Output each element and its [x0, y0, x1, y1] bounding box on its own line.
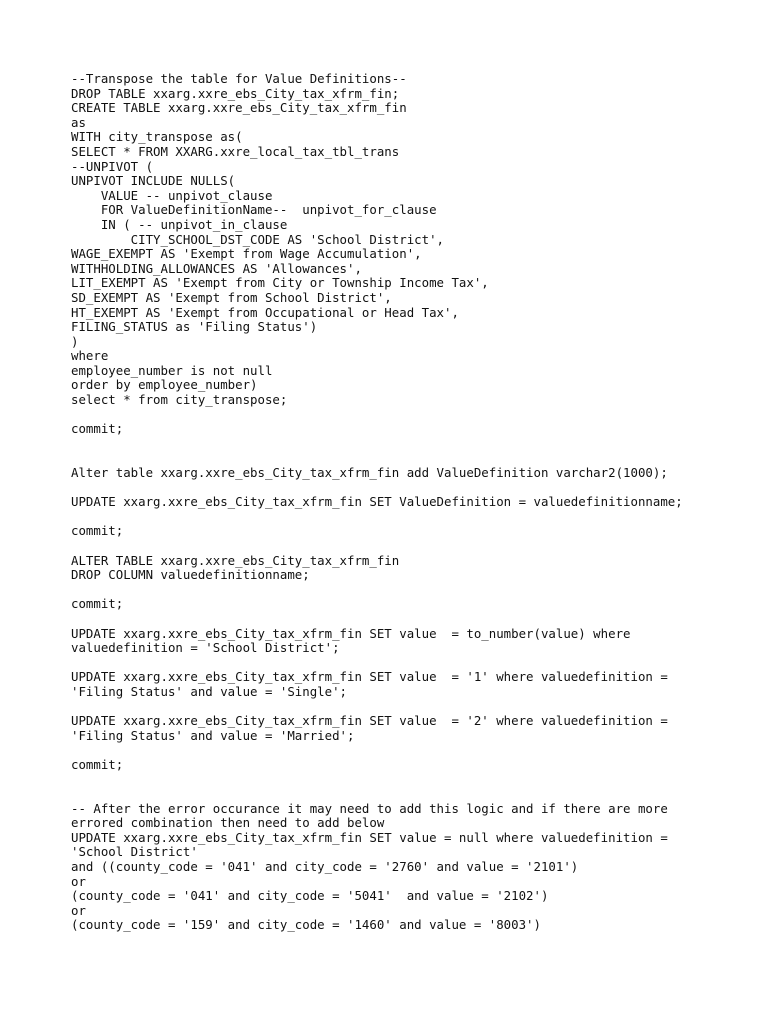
code-line	[71, 612, 728, 627]
code-line: 'Filing Status' and value = 'Married';	[71, 727, 355, 743]
code-line: SD_EXEMPT AS 'Exempt from School District',	[71, 289, 392, 305]
code-line	[71, 773, 728, 788]
code-line: commit;	[71, 523, 124, 539]
code-line: (county_code = '159' and city_code = '1460' and value = '8003')	[71, 917, 541, 933]
code-line: WITH city_transpose as(	[71, 129, 243, 145]
code-line: employee_number is not null	[71, 362, 273, 378]
code-line	[71, 539, 728, 554]
code-line: 'School District'	[71, 844, 198, 860]
code-line: LIT_EXEMPT AS 'Exempt from City or Township Income Tax',	[71, 275, 489, 291]
code-line: commit;	[71, 421, 124, 437]
code-line: DROP COLUMN valuedefinitionname;	[71, 567, 310, 583]
code-line: )	[71, 333, 79, 349]
code-line: IN ( -- unpivot_in_clause	[71, 216, 288, 232]
code-line	[71, 481, 728, 496]
code-line: and ((county_code = '041' and city_code = '2760' and value = '2101')	[71, 859, 579, 875]
code-line: UNPIVOT INCLUDE NULLS(	[71, 173, 236, 189]
code-line: WAGE_EXEMPT AS 'Exempt from Wage Accumulation',	[71, 246, 422, 262]
code-line: -- After the error occurance it may need to add this logic and if there are more	[71, 800, 668, 816]
code-line	[71, 656, 728, 671]
code-line: UPDATE xxarg.xxre_ebs_City_tax_xfrm_fin SET value = null where valuedefinition =	[71, 829, 668, 845]
code-line: CITY_SCHOOL_DST_CODE AS 'School District',	[71, 231, 444, 247]
code-line: commit;	[71, 756, 124, 772]
code-line: where	[71, 348, 109, 364]
code-line: (county_code = '041' and city_code = '5041' and value = '2102')	[71, 888, 549, 904]
code-line: select * from city_transpose;	[71, 392, 288, 408]
code-line: VALUE -- unpivot_clause	[71, 187, 273, 203]
code-line: WITHHOLDING_ALLOWANCES AS 'Allowances',	[71, 260, 362, 276]
code-line: --UNPIVOT (	[71, 158, 154, 174]
code-line: HT_EXEMPT AS 'Exempt from Occupational or Head Tax',	[71, 304, 459, 320]
code-line	[71, 408, 728, 423]
code-line: --Transpose the table for Value Definitions--	[71, 71, 407, 86]
code-line: FILING_STATUS as 'Filing Status')	[71, 319, 318, 335]
code-line: DROP TABLE xxarg.xxre_ebs_City_tax_xfrm_fin;	[71, 85, 400, 101]
code-line: Alter table xxarg.xxre_ebs_City_tax_xfrm_fin add ValueDefinition varchar2(1000);	[71, 465, 668, 481]
code-line: valuedefinition = 'School District';	[71, 640, 340, 656]
code-line: or	[71, 873, 86, 889]
code-line: UPDATE xxarg.xxre_ebs_City_tax_xfrm_fin SET ValueDefinition = valuedefinitionname;	[71, 494, 683, 510]
code-line: errored combination then need to add below	[71, 815, 385, 831]
code-line	[71, 700, 728, 715]
code-line: as	[71, 114, 86, 130]
code-line	[71, 743, 728, 758]
code-line	[71, 510, 728, 525]
code-line: UPDATE xxarg.xxre_ebs_City_tax_xfrm_fin SET value = '1' where valuedefinition =	[71, 669, 668, 685]
code-line: commit;	[71, 596, 124, 612]
code-line: SELECT * FROM XXARG.xxre_local_tax_tbl_trans	[71, 143, 400, 159]
code-line	[71, 437, 728, 452]
code-line: UPDATE xxarg.xxre_ebs_City_tax_xfrm_fin SET value = '2' where valuedefinition =	[71, 713, 668, 729]
code-line: 'Filing Status' and value = 'Single';	[71, 683, 348, 699]
code-line: CREATE TABLE xxarg.xxre_ebs_City_tax_xfrm_fin	[71, 100, 407, 116]
code-line: order by employee_number)	[71, 377, 258, 393]
code-line: or	[71, 902, 86, 918]
code-line: ALTER TABLE xxarg.xxre_ebs_City_tax_xfrm_fin	[71, 552, 400, 568]
code-line	[71, 787, 728, 802]
code-line: FOR ValueDefinitionName-- unpivot_for_clause	[71, 202, 437, 218]
code-line	[71, 583, 728, 598]
sql-code-block	[71, 72, 728, 933]
code-line	[71, 451, 728, 466]
code-line: UPDATE xxarg.xxre_ebs_City_tax_xfrm_fin SET value = to_number(value) where	[71, 625, 631, 641]
